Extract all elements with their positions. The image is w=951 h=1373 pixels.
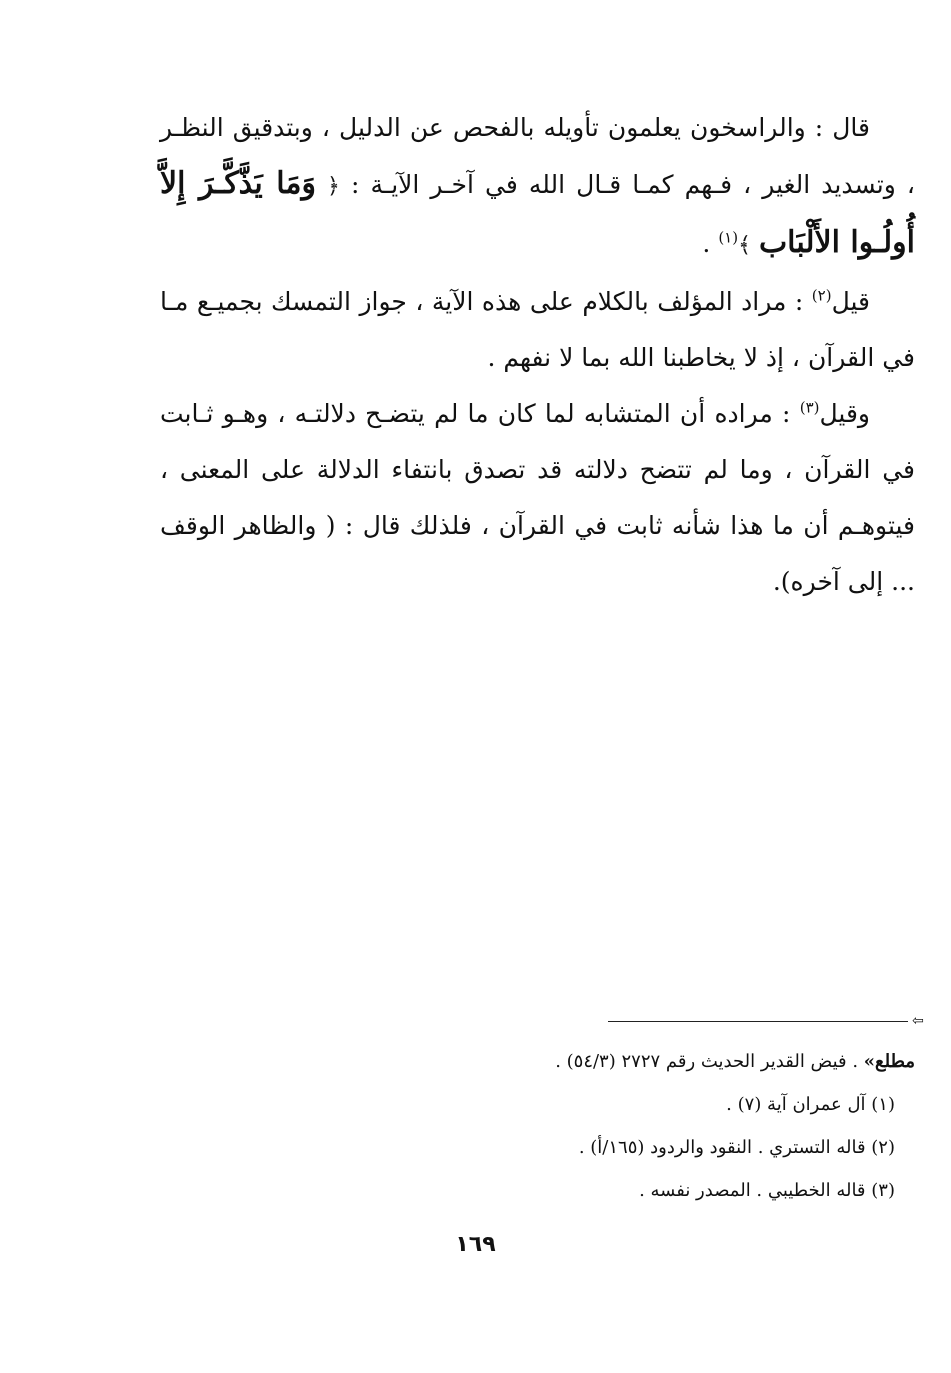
left-arrow-icon: ⇦ <box>912 1013 924 1029</box>
main-text <box>160 100 915 610</box>
footnote-continuation-bold: مطلع» <box>863 1051 915 1072</box>
footnote-ref-2[interactable]: (٢) <box>811 286 832 305</box>
footnote-separator <box>608 1013 930 1029</box>
footnote-2: (٢) قاله التستري . النقود والردود (١٦٥/أ) . <box>578 1137 895 1158</box>
footnote-continuation-text: . فيض القدير الحديث رقم ٢٧٢٧ (٥٤/٣) . <box>555 1051 864 1072</box>
paragraph-3-lead: وقيل <box>819 399 870 428</box>
footnote-rule <box>608 1021 908 1022</box>
paragraph-2-text: : مراد المؤلف بالكلام على هذه الآية ، جواز التمسك بجميـع مـا في القرآن ، إذ لا يخاطبنا الله بما لا نفهم . <box>160 287 915 372</box>
footnote-1: (١) آل عمران آية (٧) . <box>726 1094 895 1115</box>
footnote-3: (٣) قاله الخطيبي . المصدر نفسه . <box>639 1180 895 1201</box>
paragraph-1-end: . <box>702 229 719 258</box>
paragraph-1-text: قال : والراسخون يعلمون تأويله بالفحص عن الدليل ، وبتدقيق النظـر ، وتسديد الغير ، فـهم كمـا قـال الله في آخـر الآيـة : <box>160 113 915 199</box>
footnote-continuation <box>400 1040 915 1083</box>
footnote-ref-3[interactable]: (٣) <box>799 398 820 417</box>
footnote-ref-1[interactable]: (١) <box>718 228 739 247</box>
paragraph-3-text: : مراده أن المتشابه لما كان ما لم يتضـح دلالتـه ، وهـو ثـابت في القرآن ، وما لم تتضح دلالته قد تصدق بانتفاء الدلالة على المعنى ، فيتوهـم أن ما هذا شأنه ثابت في القرآن ، فلذلك قال : ( والظاهر الوقف ... إلى آخره). <box>160 399 915 596</box>
paragraph-1 <box>160 100 915 274</box>
paragraph-2-lead: قيل <box>831 287 870 316</box>
paragraph-2 <box>160 274 915 386</box>
page-number: ١٦٩ <box>455 1232 496 1257</box>
paragraph-3 <box>160 386 915 610</box>
quran-verse: وَمَا يَذَّكَّـرَ إِلاَّ أُولُـوا الأَلْبَاب <box>160 166 915 260</box>
quran-close-bracket: ﴾ <box>738 233 751 258</box>
quran-open-bracket: ﴿ <box>327 174 340 199</box>
footnotes <box>400 1040 915 1212</box>
